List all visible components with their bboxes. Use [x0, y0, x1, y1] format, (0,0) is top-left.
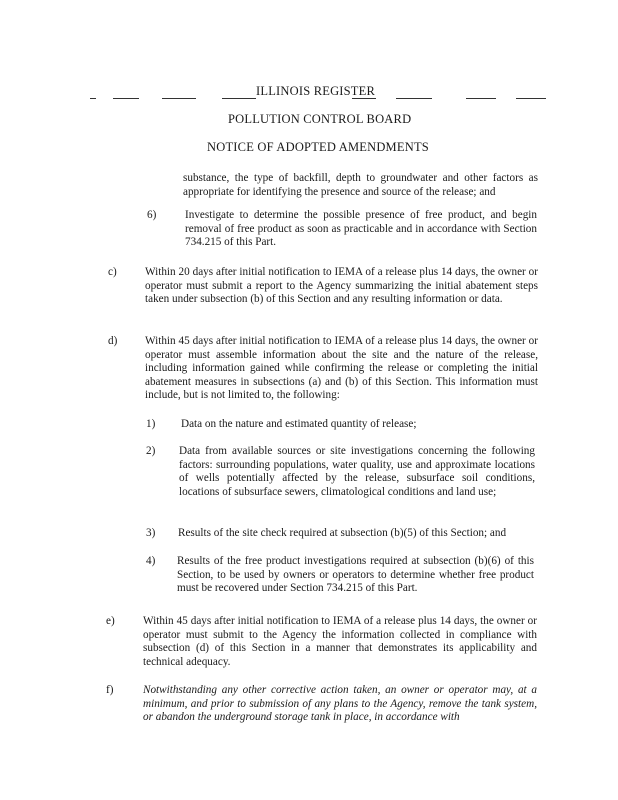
item-6-text: Investigate to determine the possible presence of free product, and begin removal of free product as soon as practicable and in accordance with Section 734.215 of this Part.: [185, 209, 537, 249]
subsection-c-label: c): [108, 266, 117, 278]
continuation-paragraph: substance, the type of backfill, depth to groundwater and other factors as appropriate for identifying the presence and source of the release; and: [183, 172, 538, 198]
subsection-e-label: e): [106, 615, 115, 627]
subsection-e-text: Within 45 days after initial notification to IEMA of a release plus 14 days, the owner or operator must submit to the Agency the information collected in compliance with subsection (d) of this Section in a manner that demonstrates its applicability and technical adequacy.: [143, 615, 537, 668]
register-title: ILLINOIS REGISTER: [256, 84, 376, 98]
subsection-f-label: f): [106, 684, 114, 696]
subsection-d-text: Within 45 days after initial notification to IEMA of a release plus 14 days, the owner or operator must assemble information about the site and the nature of the release, including information gained while confirming the release or completing the initial abatement measures in subsections (a) and (b) of this Section. This information must include, but is not limited to, the following:: [145, 335, 538, 402]
d-item-1-text: Data on the nature and estimated quantity of release;: [181, 418, 417, 430]
header-rule-segment: [162, 98, 196, 99]
subsection-c-text: Within 20 days after initial notification to IEMA of a release plus 14 days, the owner or operator must submit a report to the Agency summarizing the initial abatement steps taken under subsection (b) of this Section and any resulting information or data.: [145, 266, 538, 306]
d-item-2-label: 2): [146, 445, 156, 457]
subsection-f-text: Notwithstanding any other corrective action taken, an owner or operator may, at a minimum, and prior to submission of any plans to the Agency, remove the tank system, or abandon the underground storage tank in place, in accordance with: [143, 684, 537, 724]
d-item-4-label: 4): [146, 555, 156, 567]
d-item-3-text: Results of the site check required at subsection (b)(5) of this Section; and: [178, 527, 507, 539]
header-rule-segment: [113, 98, 139, 99]
header-rule-segment: [516, 98, 546, 99]
header-rule-segment: [396, 98, 432, 99]
d-item-2-text: Data from available sources or site investigations concerning the following factors: surrounding populations, water quality, use and approximate locations of wells potentially affected by the release, subsurface soil conditions, locations of subsurface sewers, climatological conditions and land use;: [179, 445, 535, 498]
d-item-3-label: 3): [146, 527, 156, 539]
header-rule-segment: [466, 98, 496, 99]
agency-title: POLLUTION CONTROL BOARD: [228, 112, 412, 126]
subsection-d-label: d): [108, 335, 118, 347]
item-6-label: 6): [147, 209, 157, 221]
d-item-4-text: Results of the free product investigations required at subsection (b)(6) of this Section, to be used by owners or operators to determine whether free product must be recovered under Section 734.215 of this Part.: [177, 555, 534, 595]
header-rule-segment: [222, 98, 256, 99]
d-item-1-label: 1): [146, 418, 156, 430]
header-rule-segment: [90, 98, 96, 99]
notice-title: NOTICE OF ADOPTED AMENDMENTS: [207, 140, 429, 154]
